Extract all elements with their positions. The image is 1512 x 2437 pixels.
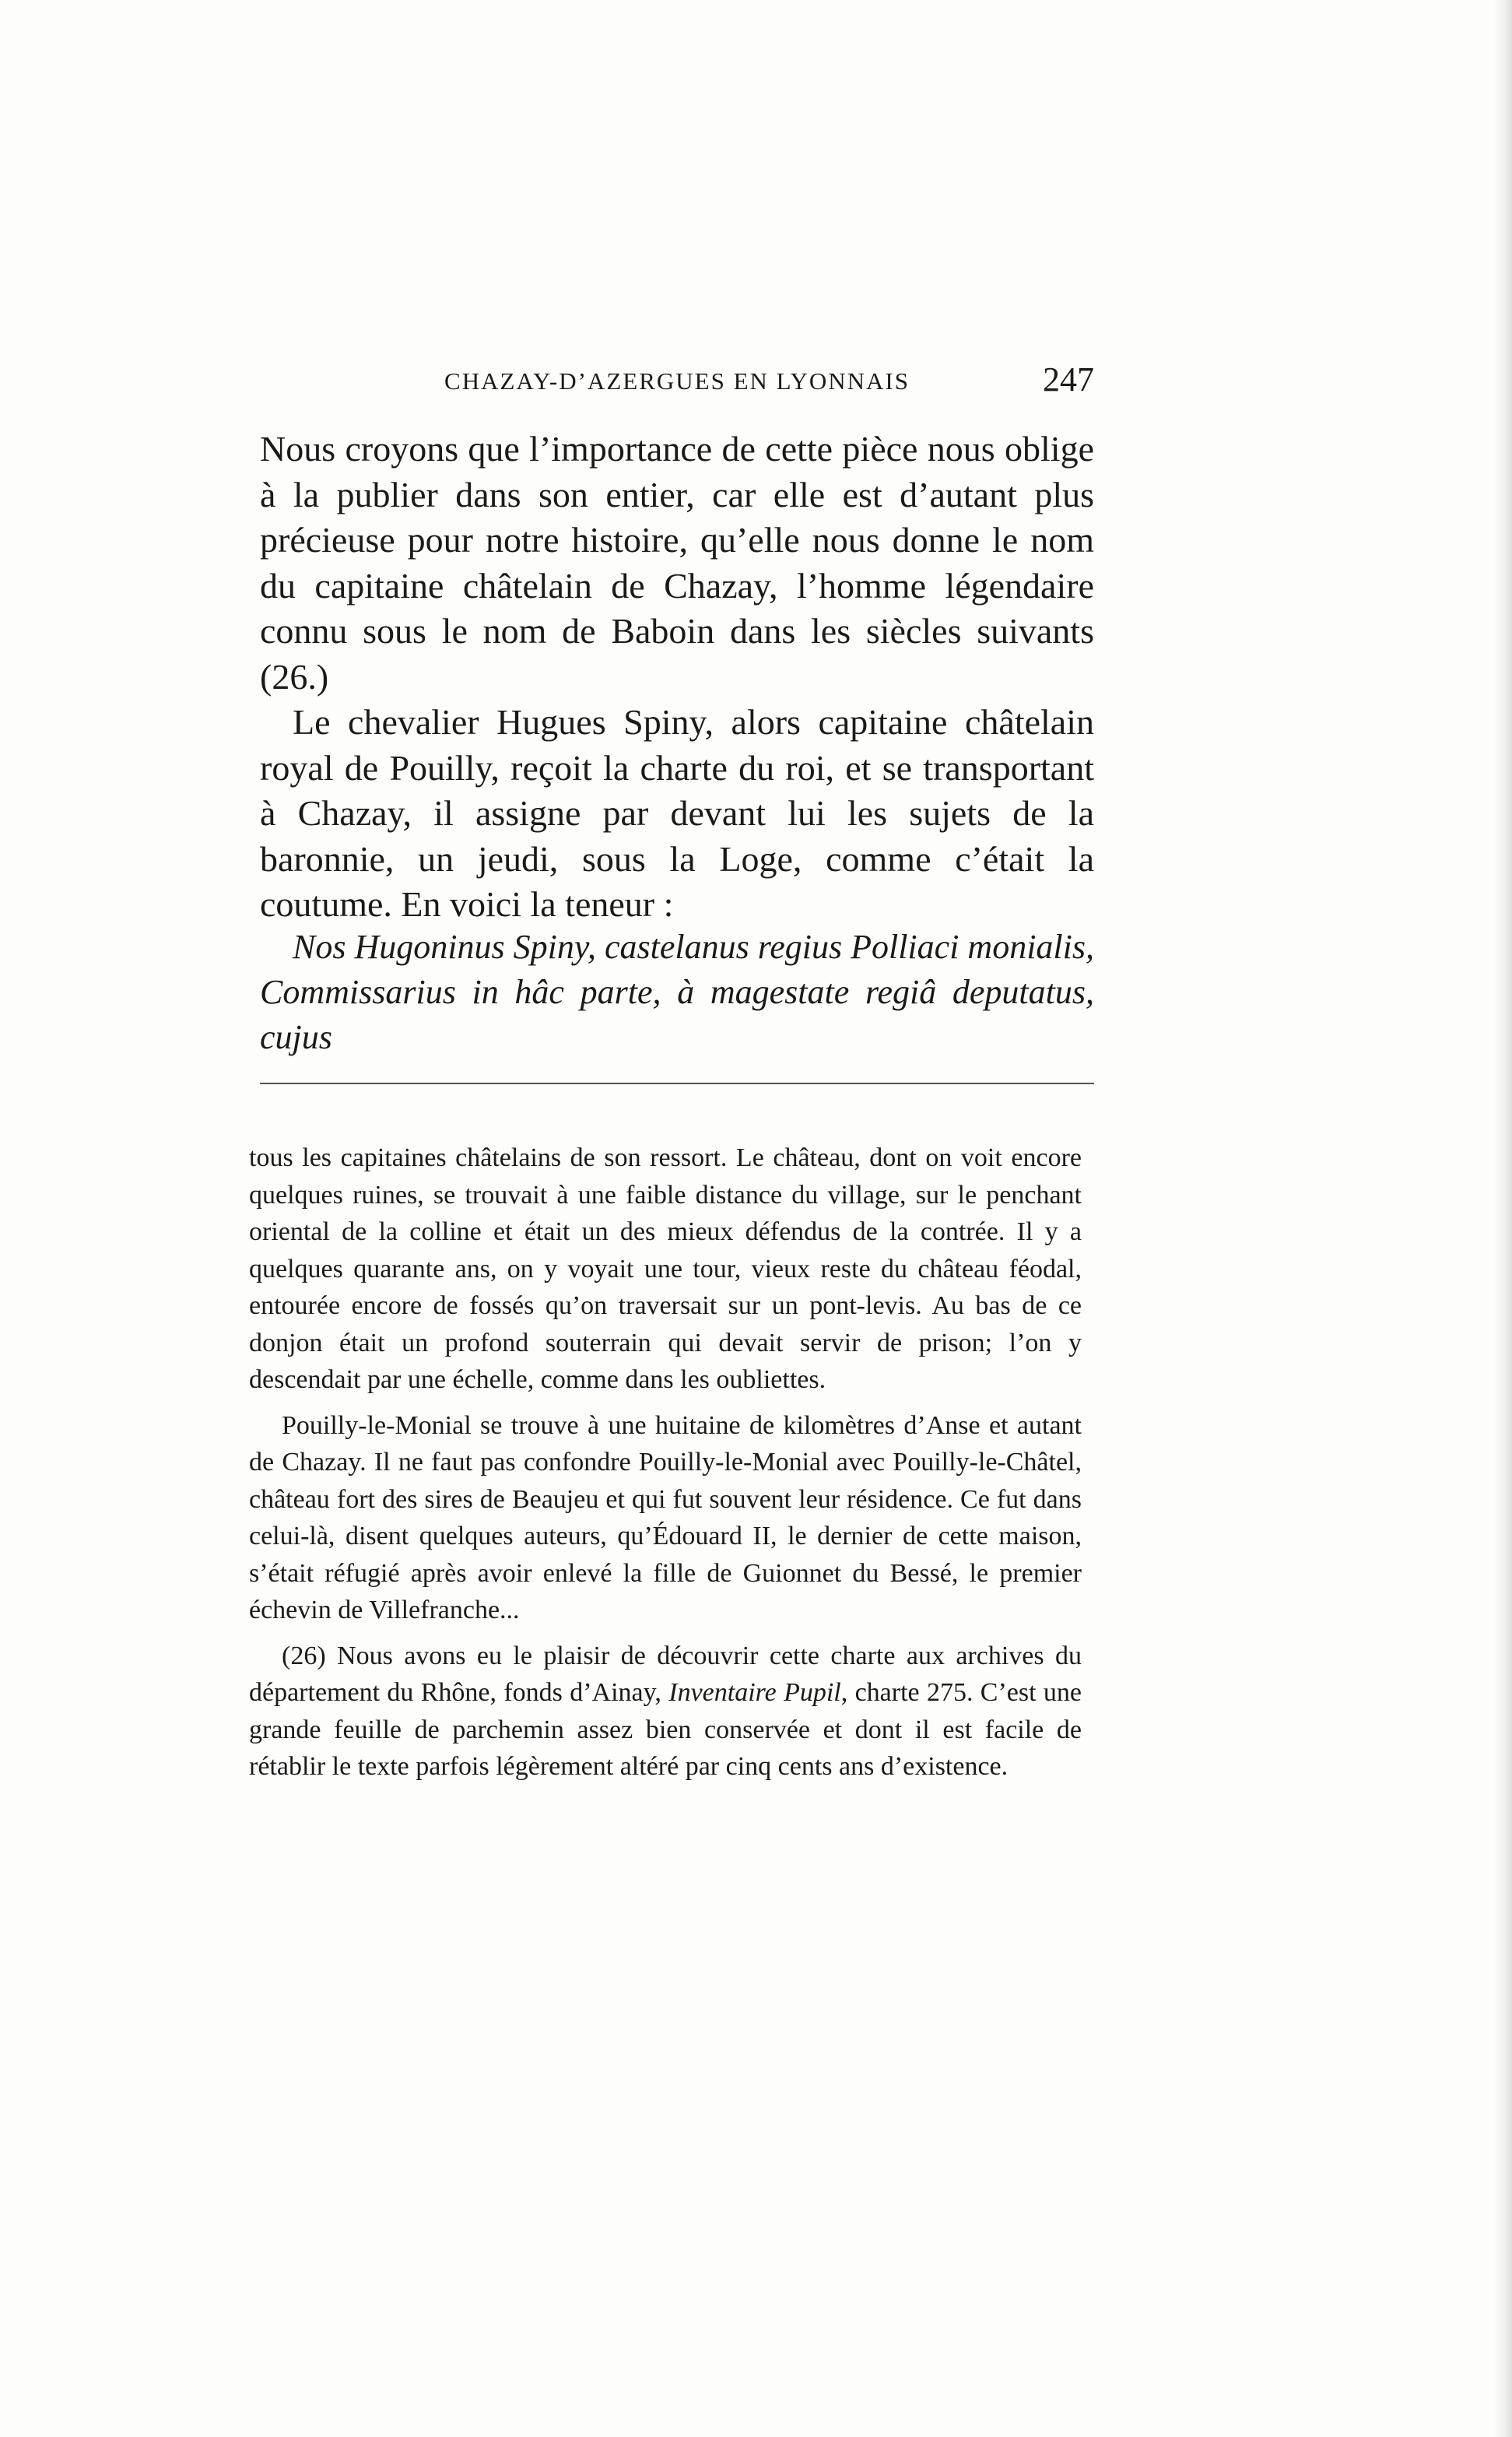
footnote-26-source-title: Inventaire Pupil: [668, 1678, 841, 1707]
footnote-continuation: tous les capitaines châtelains de son ressort. Le château, dont on voit encore quelques ruines, se trouvait à une faible distance du village, sur le penchant oriental de la colline et était un des mieux défendus de la contrée. Il y a quelques quarante ans, on y voyait une tour, vieux reste du château féodal, entourée encore de fossés qu’on traversait sur un pont-levis. Au bas de ce donjon était un profond souterrain qui devait servir de prison; l’on y descendait par une échelle, comme dans les oubliettes.: [249, 1143, 1082, 1394]
page-edge-shadow: [1493, 0, 1512, 2437]
body-paragraph: Le chevalier Hugues Spiny, alors capitaine châtelain royal de Pouilly, reçoit la charte du roi, et se transportant à Chazay, il assigne par devant lui les sujets de la baronnie, un jeudi, sous la Loge, comme c’était la coutume. En voici la teneur :: [260, 702, 1094, 924]
footnote-pouilly: Pouilly-le-Monial se trouve à une huitaine de kilomètres d’Anse et autant de Chazay. Il ne faut pas confondre Pouilly-le-Monial avec Pouilly-le-Châtel, château fort des sires de Beaujeu et qui fut souvent leur résidence. Ce fut dans celui-là, disent quelques auteurs, qu’Édouard II, le dernier de cette maison, s’était réfugié après avoir enlevé la fille de Guionnet du Bessé, le premier échevin de Villefranche...: [249, 1410, 1082, 1624]
page-header: [260, 360, 1094, 414]
page-number: 247: [1043, 360, 1094, 399]
main-text: [260, 427, 1094, 928]
latin-quote-text: Nos Hugoninus Spiny, castelanus regius Polliaci monialis, Commissarius in hâc parte, à magestate regiâ deputatus, cujus: [260, 928, 1094, 1056]
latin-quotation: [260, 925, 1094, 1060]
footnote-26-text-end: , charte 275. C’est une grande feuille de parchemin assez bien conservée et dont il est facile de rétablir le texte parfois légèrement altéré par cinq cents ans d’existence.: [249, 1678, 1082, 1781]
footnote-26-text: (26) Nous avons eu le plaisir de découvrir cette charte aux archives du département du Rhône, fonds d’Ainay,: [249, 1641, 1082, 1707]
footnote-separator: [260, 1083, 1094, 1084]
footnote-26: [249, 1638, 1082, 1786]
body-paragraph: Nous croyons que l’importance de cette pièce nous oblige à la publier dans son entier, car elle est d’autant plus précieuse pour notre histoire, qu’elle nous donne le nom du capitaine châtelain de Chazay, l’homme légendaire connu sous le nom de Baboin dans les siècles suivants (26.): [260, 429, 1094, 697]
running-title: CHAZAY-D’AZERGUES EN LYONNAIS: [444, 367, 910, 395]
footnotes: [249, 1139, 1082, 1794]
